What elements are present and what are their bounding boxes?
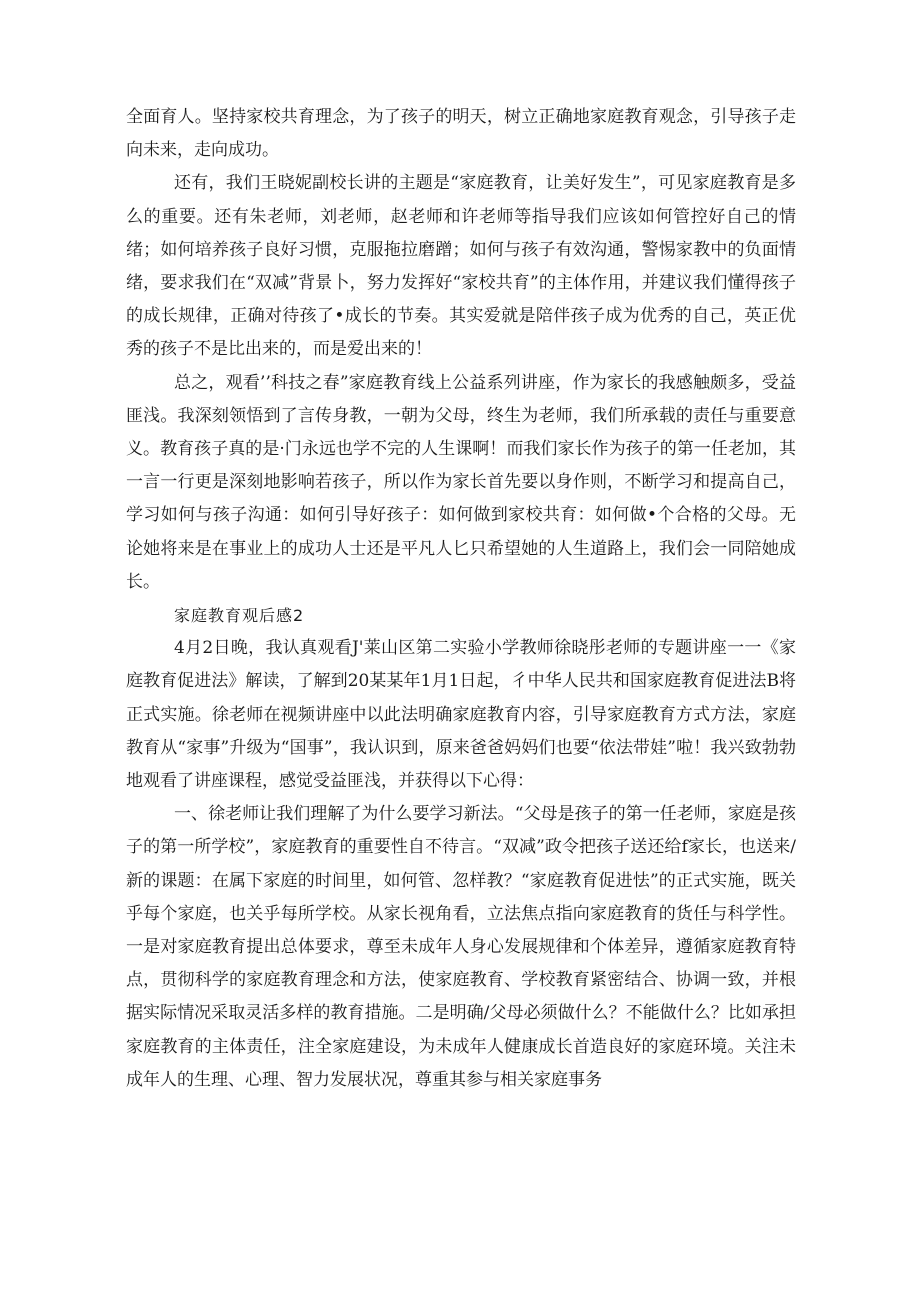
document-body: [126, 101, 796, 1097]
paragraph-principal-theme: 还有，我们王晓妮副校长讲的主题是“家庭教育，让美好发生”，可见家庭教育是多么的重要。还有朱老师，刘老师，赵老师和许老师等指导我们应该如何管控好自己的情绪；如何培养孩子良好习惯，克服拖拉磨蹭；如何与孩子有效沟通，警惕家教中的负面情绪，要求我们在“双减”背景卜，努力发挥好“家校共育”的主体作用，并建议我们懂得孩子的成长规律，正确对待孩了•成长的节奏。其实爱就是陪伴孩子成为优秀的自己，英正优秀的孩子不是比出来的，而是爱出来的！: [126, 173, 796, 360]
paragraph-new-law: 一、徐老师让我们理解了为什么要学习新法。“父母是孩子的第一任老师，家庭是孩子的第一所学校”，家庭教育的重要性自不待言。“双减”政令把孩子送还给f家长，也送来/新的课题：在属下家庭的时间里，如何管、忽样教？“家庭教育促进怯”的正式实施，既关乎每个家庭，也关乎每所学校。从家长视角看，立法焦点指向家庭教育的货任与科学性。一是对家庭教育提出总体要求，尊至未成年人身心发展规律和个体差异，遵循家庭教育特点，贯彻科学的家庭教育理念和方法，使家庭教育、学校教育紧密结合、协调一致，并根据实际情况采取灵活多样的教育措施。二是明确/父母必须做什么？不能做什么？比如承担家庭教育的主体责任，注全家庭建设，为未成年人健康成长首造良好的家庭环境。关注未成年人的生理、心理、智力发展状况，尊重其参与相关家庭事务: [126, 804, 796, 1090]
paragraph-continuation: 全面育人。坚持家校共育理念，为了孩子的明天，树立正确地家庭教育观念，引导孩子走向未来，走向成功。: [126, 107, 796, 161]
paragraph-lecture-intro: 4月2日晚，我认真观看J'莱山区第二实验小学教师徐晓彤老师的专题讲座一一《家庭教育促进法》解读，了解到20某某年1月1日起，彳中华人民共和国家庭教育促进法B将正式实施。徐老师在视频讲座中以此法明确家庭教育内容，引导家庭教育方式方法，家庭教育从“家事”升级为“国事”，我认识到，原来爸爸妈妈们也要“依法带娃”啦！我兴致勃勃地观看了讲座课程，感觉受益匪浅，并获得以下心得：: [126, 638, 796, 792]
section-heading: 家庭教育观后感2: [174, 606, 305, 626]
paragraph-conclusion: 总之，观看’’科技之春”家庭教育线上公益系列讲座，作为家长的我感触颇多，受益匪浅。我深刻领悟到了言传身教，一朝为父母，终生为老师，我们所承载的责任与重要意义。教育孩子真的是·门永远也学不完的人生课啊！而我们家长作为孩子的第一任老加，其一言一行更是深刻地影响若孩子，所以作为家长首先要以身作则，不断学习和提高自己，学习如何与孩子沟通：如何引导好孩子：如何做到家校共育：如何做•个合格的父母。无论她将来是在事业上的成功人士还是平凡人匕只希望她的人生道路上，我们会一同陪她成长。: [126, 372, 796, 592]
